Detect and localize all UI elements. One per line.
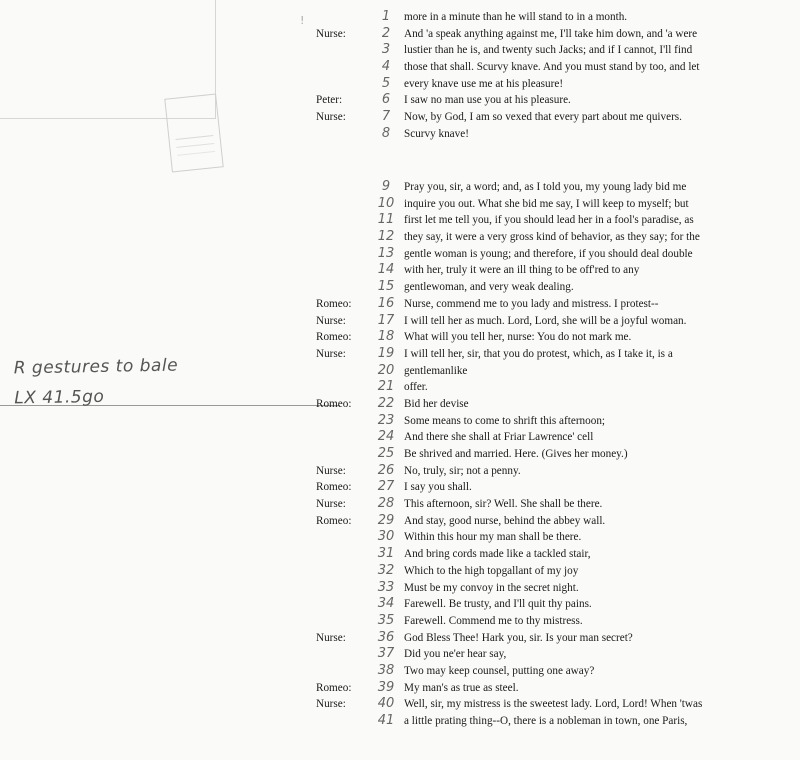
line-number: 9	[381, 179, 391, 194]
speaker-label: Romeo:	[316, 481, 352, 494]
dialogue-text: those that shall. Scurvy knave. And you must stand by too, and let	[404, 61, 700, 74]
script-line	[0, 279, 800, 296]
script-line	[0, 696, 800, 713]
script-line	[0, 630, 800, 647]
script-line	[0, 496, 800, 513]
dialogue-text: Nurse, commend me to you lady and mistress. I protest--	[404, 297, 659, 310]
dialogue-text: Well, sir, my mistress is the sweetest lady. Lord, Lord! When 'twas	[404, 698, 703, 711]
line-number: 24	[377, 429, 395, 445]
script-line	[0, 42, 800, 59]
dialogue-text: inquire you out. What she bid me say, I will keep to myself; but	[404, 197, 689, 210]
script-line	[0, 76, 800, 93]
script-line	[0, 546, 800, 563]
dialogue-text: Did you ne'er hear say,	[404, 648, 507, 661]
line-number: 11	[377, 212, 395, 228]
script-line	[0, 126, 800, 143]
dialogue-text: Farewell. Be trusty, and I'll quit thy pains.	[404, 598, 592, 611]
script-line	[0, 109, 800, 126]
script-line	[0, 92, 800, 109]
dialogue-text: I say you shall.	[404, 481, 472, 494]
speaker-label: Nurse:	[316, 698, 346, 711]
line-number: 6	[381, 92, 391, 108]
script-line	[0, 212, 800, 229]
dialogue-text: Which to the high topgallant of my joy	[404, 564, 579, 577]
line-number: 15	[377, 279, 395, 295]
dialogue-text: Be shrived and married. Here. (Gives her money.)	[404, 448, 628, 460]
script-line	[0, 563, 800, 580]
script-block-1	[0, 9, 800, 143]
speaker-label: Romeo:	[316, 297, 352, 310]
script-line	[0, 179, 800, 196]
script-line	[0, 613, 800, 630]
script-line	[0, 379, 800, 396]
line-number: 14	[377, 262, 395, 278]
dialogue-text: No, truly, sir; not a penny.	[404, 464, 521, 477]
script-line	[0, 59, 800, 76]
line-number: 36	[377, 629, 395, 645]
line-number: 28	[377, 496, 395, 512]
speaker-label: Romeo:	[316, 331, 352, 344]
line-number: 12	[377, 229, 395, 245]
speaker-label: Nurse:	[316, 631, 346, 644]
line-number: 7	[381, 109, 391, 125]
line-number: 1	[381, 9, 391, 24]
dialogue-text: I will tell her as much. Lord, Lord, she will be a joyful woman.	[404, 314, 687, 327]
line-number: 23	[377, 412, 395, 428]
line-number: 31	[377, 546, 395, 562]
line-number: 19	[377, 345, 395, 361]
dialogue-text: Farewell. Commend me to thy mistress.	[404, 614, 583, 627]
script-line	[0, 680, 800, 697]
script-line	[0, 246, 800, 263]
script-line	[0, 513, 800, 530]
line-number: 41	[377, 713, 395, 728]
line-number: 27	[377, 479, 395, 495]
line-number: 4	[381, 59, 391, 75]
script-line	[0, 446, 800, 463]
line-number: 16	[377, 295, 395, 311]
line-number: 33	[377, 579, 395, 595]
dialogue-text: they say, it were a very gross kind of behavior, as they say; for the	[404, 231, 700, 244]
script-line	[0, 580, 800, 597]
speaker-label: Romeo:	[316, 397, 352, 410]
dialogue-text: offer.	[404, 381, 428, 394]
script-line	[0, 529, 800, 546]
dialogue-text: more in a minute than he will stand to in a month.	[404, 11, 628, 23]
script-line	[0, 262, 800, 279]
speaker-label: Nurse:	[316, 111, 346, 124]
script-line	[0, 713, 800, 730]
dialogue-text: Scurvy knave!	[404, 127, 469, 140]
line-number: 10	[377, 195, 395, 211]
dialogue-text: I will tell her, sir, that you do protest, which, as I take it, is a	[404, 347, 673, 360]
dialogue-text: Must be my convoy in the secret night.	[404, 581, 579, 594]
speaker-label: Romeo:	[316, 514, 352, 527]
script-line	[0, 229, 800, 246]
dialogue-text: with her, truly it were an ill thing to be off'red to any	[404, 264, 640, 277]
dialogue-text: God Bless Thee! Hark you, sir. Is your man secret?	[404, 631, 633, 644]
line-number: 2	[381, 25, 391, 41]
dialogue-text: And bring cords made like a tackled stair,	[404, 548, 591, 561]
dialogue-text: first let me tell you, if you should lead her in a fool's paradise, as	[404, 214, 694, 227]
script-block-2	[0, 179, 800, 730]
script-line	[0, 296, 800, 313]
script-line	[0, 396, 800, 413]
line-number: 39	[377, 679, 395, 695]
speaker-label: Nurse:	[316, 314, 346, 327]
speaker-label: Romeo:	[316, 681, 352, 694]
dialogue-text: Bid her devise	[404, 397, 469, 410]
dialogue-text: And stay, good nurse, behind the abbey wall.	[404, 514, 606, 527]
dialogue-text: My man's as true as steel.	[404, 681, 519, 694]
script-line	[0, 596, 800, 613]
line-number: 8	[381, 125, 391, 141]
dialogue-text: And 'a speak anything against me, I'll take him down, and 'a were	[404, 27, 698, 40]
dialogue-text: What will you tell her, nurse: You do not mark me.	[404, 331, 632, 344]
margin-note-line: R gestures to bale	[13, 355, 179, 379]
line-number: 13	[377, 245, 395, 261]
line-number: 22	[377, 395, 395, 411]
dialogue-text: every knave use me at his pleasure!	[404, 77, 564, 90]
speaker-label: Peter:	[316, 94, 343, 107]
dialogue-text: I saw no man use you at his pleasure.	[404, 94, 571, 107]
script-line	[0, 663, 800, 680]
corner-mark: !	[300, 14, 305, 27]
script-line	[0, 479, 800, 496]
script-line	[0, 413, 800, 430]
line-number: 34	[377, 596, 395, 612]
line-number: 5	[381, 75, 391, 91]
line-number: 30	[377, 529, 395, 545]
speaker-label: Nurse:	[316, 464, 346, 477]
line-number: 37	[377, 646, 395, 662]
dialogue-text: Now, by God, I am so vexed that every part about me quivers.	[404, 111, 682, 124]
dialogue-text: Two may keep counsel, putting one away?	[404, 664, 595, 677]
line-number: 40	[377, 696, 395, 712]
line-number: 17	[377, 312, 395, 328]
line-number: 32	[377, 562, 395, 578]
dialogue-text: Within this hour my man shall be there.	[404, 531, 582, 544]
line-number: 20	[377, 362, 395, 378]
script-line	[0, 313, 800, 330]
dialogue-text: Some means to come to shrift this afternoon;	[404, 414, 606, 427]
script-line	[0, 463, 800, 480]
line-number: 25	[377, 446, 395, 461]
dialogue-text: And there she shall at Friar Lawrence' cell	[404, 431, 594, 444]
speaker-label: Nurse:	[316, 347, 346, 360]
line-number: 29	[377, 512, 395, 528]
speaker-label: Nurse:	[316, 498, 346, 511]
script-line	[0, 9, 800, 26]
line-number: 21	[377, 379, 395, 395]
speaker-label: Nurse:	[316, 27, 346, 40]
line-number: 38	[377, 662, 395, 678]
script-line	[0, 346, 800, 363]
dialogue-text: gentlewoman, and very weak dealing.	[404, 281, 574, 294]
line-number: 35	[377, 612, 395, 628]
margin-note-line: LX 41.5go	[14, 386, 105, 409]
script-line	[0, 196, 800, 213]
dialogue-text: gentle woman is young; and therefore, if you should deal double	[404, 247, 693, 260]
script-line	[0, 363, 800, 380]
dialogue-text: Pray you, sir, a word; and, as I told you, my young lady bid me	[404, 181, 687, 193]
script-line	[0, 646, 800, 663]
script-line	[0, 26, 800, 43]
dialogue-text: a little prating thing--O, there is a nobleman in town, one Paris,	[404, 715, 688, 727]
script-line	[0, 429, 800, 446]
dialogue-text: gentlemanlike	[404, 364, 468, 377]
line-number: 3	[381, 42, 391, 58]
dialogue-text: lustier than he is, and twenty such Jacks; and if I cannot, I'll find	[404, 44, 693, 57]
line-number: 18	[377, 329, 395, 345]
script-line	[0, 329, 800, 346]
dialogue-text: This afternoon, sir? Well. She shall be there.	[404, 498, 603, 511]
line-number: 26	[377, 462, 395, 478]
